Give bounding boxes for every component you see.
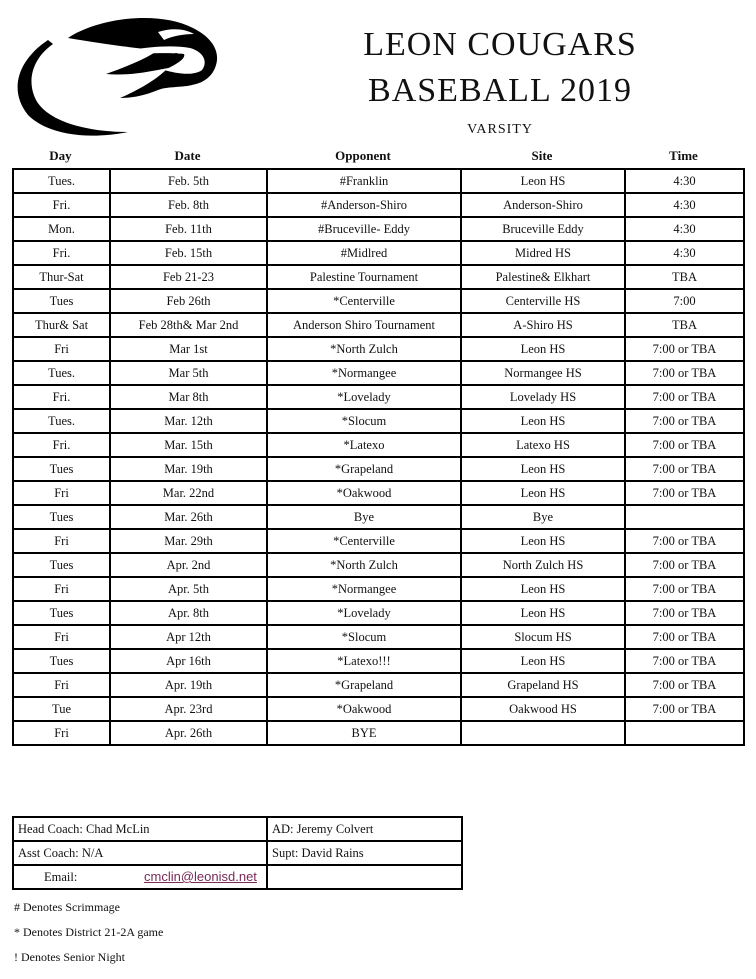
cougar-logo-icon: [8, 10, 222, 140]
schedule-row: [13, 721, 744, 745]
schedule-row: [13, 673, 744, 697]
cell-opponent: *North Zulch: [267, 337, 461, 361]
schedule-row: [13, 361, 744, 385]
cell-opponent: *Grapeland: [267, 673, 461, 697]
cell-day: Tues: [13, 553, 110, 577]
cell-site: Leon HS: [461, 337, 625, 361]
cell-date: Apr. 2nd: [110, 553, 267, 577]
cell-day: Fri: [13, 721, 110, 745]
column-header-opponent: Opponent: [335, 148, 391, 163]
cell-time: 7:00 or TBA: [625, 601, 744, 625]
cell-date: Apr 16th: [110, 649, 267, 673]
cell-day: Fri: [13, 529, 110, 553]
cell-opponent: #Bruceville- Eddy: [267, 217, 461, 241]
cell-opponent: *Grapeland: [267, 457, 461, 481]
cell-opponent: Palestine Tournament: [267, 265, 461, 289]
schedule-row: [13, 649, 744, 673]
cell-site: A-Shiro HS: [461, 313, 625, 337]
cell-day: Tues: [13, 457, 110, 481]
schedule-row: [13, 529, 744, 553]
schedule-row: [13, 697, 744, 721]
cell-site: Bruceville Eddy: [461, 217, 625, 241]
cell-day: Fri: [13, 625, 110, 649]
cell-site: Leon HS: [461, 481, 625, 505]
cell-day: Tues: [13, 289, 110, 313]
cell-date: Feb. 11th: [110, 217, 267, 241]
cell-time: [625, 721, 744, 745]
schedule-row: [13, 625, 744, 649]
schedule-row: [13, 265, 744, 289]
cell-date: Apr. 5th: [110, 577, 267, 601]
cell-time: 7:00 or TBA: [625, 409, 744, 433]
column-header-day: Day: [49, 148, 72, 163]
schedule-row: [13, 241, 744, 265]
schedule-table: [12, 168, 745, 746]
cell-date: Mar 5th: [110, 361, 267, 385]
schedule-row: [13, 289, 744, 313]
cell-site: Lovelady HS: [461, 385, 625, 409]
cell-site: Leon HS: [461, 409, 625, 433]
cell-opponent: *Centerville: [267, 289, 461, 313]
schedule-row: [13, 385, 744, 409]
schedule-row: [13, 505, 744, 529]
cell-date: Feb. 15th: [110, 241, 267, 265]
cell-site: Grapeland HS: [461, 673, 625, 697]
cell-time: 7:00 or TBA: [625, 649, 744, 673]
cell-day: Tues: [13, 649, 110, 673]
cell-time: 7:00 or TBA: [625, 553, 744, 577]
email-label: Email:: [44, 870, 78, 884]
cell-date: Mar. 22nd: [110, 481, 267, 505]
cell-opponent: Bye: [267, 505, 461, 529]
cell-day: Fri.: [13, 433, 110, 457]
cell-date: Feb 26th: [110, 289, 267, 313]
cell-site: Bye: [461, 505, 625, 529]
column-header-date: Date: [174, 148, 201, 163]
cell-site: Palestine& Elkhart: [461, 265, 625, 289]
cell-date: Apr. 19th: [110, 673, 267, 697]
cell-day: Thur-Sat: [13, 265, 110, 289]
schedule-row: [13, 169, 744, 193]
cell-time: 7:00 or TBA: [625, 697, 744, 721]
cell-site: Centerville HS: [461, 289, 625, 313]
cell-site: Anderson-Shiro: [461, 193, 625, 217]
cell-site: Slocum HS: [461, 625, 625, 649]
cell-date: Mar. 12th: [110, 409, 267, 433]
cell-date: Mar. 29th: [110, 529, 267, 553]
cell-opponent: *Normangee: [267, 577, 461, 601]
cell-site: Oakwood HS: [461, 697, 625, 721]
note-scrimmage: # Denotes Scrimmage: [14, 900, 120, 914]
cell-site: Leon HS: [461, 169, 625, 193]
athletic-director: AD: Jeremy Colvert: [267, 817, 462, 841]
cell-date: Feb. 5th: [110, 169, 267, 193]
schedule-row: [13, 553, 744, 577]
cell-opponent: #Anderson-Shiro: [267, 193, 461, 217]
schedule-row: [13, 337, 744, 361]
cell-time: 7:00 or TBA: [625, 337, 744, 361]
schedule-row: [13, 193, 744, 217]
empty-cell: [267, 865, 462, 889]
cell-day: Fri: [13, 481, 110, 505]
schedule-row: [13, 217, 744, 241]
cell-site: Leon HS: [461, 577, 625, 601]
cell-opponent: *Slocum: [267, 625, 461, 649]
staff-info-table: [12, 816, 463, 890]
cell-day: Mon.: [13, 217, 110, 241]
cell-day: Fri.: [13, 241, 110, 265]
note-district: * Denotes District 21-2A game: [14, 925, 164, 939]
cell-site: [461, 721, 625, 745]
cell-day: Tue: [13, 697, 110, 721]
cell-day: Fri: [13, 337, 110, 361]
page-title-line2: BASEBALL 2019: [368, 72, 632, 109]
cell-time: 4:30: [625, 193, 744, 217]
cell-date: Feb. 8th: [110, 193, 267, 217]
cell-day: Thur& Sat: [13, 313, 110, 337]
cell-time: [625, 505, 744, 529]
note-senior-night: ! Denotes Senior Night: [14, 950, 125, 964]
cell-time: 7:00 or TBA: [625, 577, 744, 601]
head-coach: Head Coach: Chad McLin: [13, 817, 267, 841]
cell-date: Mar. 26th: [110, 505, 267, 529]
cell-time: 7:00 or TBA: [625, 673, 744, 697]
cell-time: 7:00 or TBA: [625, 457, 744, 481]
cell-date: Mar. 15th: [110, 433, 267, 457]
cell-day: Fri: [13, 673, 110, 697]
cell-day: Tues.: [13, 169, 110, 193]
cell-date: Apr. 23rd: [110, 697, 267, 721]
cell-date: Feb 28th& Mar 2nd: [110, 313, 267, 337]
cell-time: 7:00 or TBA: [625, 385, 744, 409]
team-level-label: VARSITY: [467, 122, 533, 137]
superintendent: Supt: David Rains: [267, 841, 462, 865]
cell-opponent: *Normangee: [267, 361, 461, 385]
cell-time: 4:30: [625, 169, 744, 193]
cell-site: Leon HS: [461, 649, 625, 673]
cell-opponent: *Oakwood: [267, 697, 461, 721]
schedule-row: [13, 577, 744, 601]
schedule-row: [13, 313, 744, 337]
schedule-row: [13, 457, 744, 481]
cell-site: Normangee HS: [461, 361, 625, 385]
cell-time: 7:00: [625, 289, 744, 313]
cell-time: 4:30: [625, 217, 744, 241]
cell-time: 7:00 or TBA: [625, 481, 744, 505]
cell-opponent: Anderson Shiro Tournament: [267, 313, 461, 337]
email-link[interactable]: cmclin@leonisd.net: [144, 869, 257, 884]
cell-time: TBA: [625, 265, 744, 289]
cell-opponent: *Centerville: [267, 529, 461, 553]
cell-time: 7:00 or TBA: [625, 433, 744, 457]
schedule-row: [13, 409, 744, 433]
cell-day: Fri: [13, 577, 110, 601]
cell-date: Apr 12th: [110, 625, 267, 649]
cell-opponent: #Midlred: [267, 241, 461, 265]
cell-day: Tues.: [13, 409, 110, 433]
cell-time: 7:00 or TBA: [625, 625, 744, 649]
cell-day: Fri.: [13, 193, 110, 217]
cell-time: 7:00 or TBA: [625, 361, 744, 385]
cell-opponent: *North Zulch: [267, 553, 461, 577]
cell-site: North Zulch HS: [461, 553, 625, 577]
cell-opponent: *Latexo: [267, 433, 461, 457]
cell-time: TBA: [625, 313, 744, 337]
cell-opponent: *Slocum: [267, 409, 461, 433]
schedule-row: [13, 433, 744, 457]
cell-time: 7:00 or TBA: [625, 529, 744, 553]
schedule-row: [13, 601, 744, 625]
assistant-coach: Asst Coach: N/A: [13, 841, 267, 865]
cell-time: 4:30: [625, 241, 744, 265]
page-title-line1: LEON COUGARS: [363, 26, 637, 63]
cell-opponent: *Lovelady: [267, 601, 461, 625]
cell-opponent: #Franklin: [267, 169, 461, 193]
cell-day: Fri.: [13, 385, 110, 409]
cell-date: Apr. 26th: [110, 721, 267, 745]
cell-date: Feb 21-23: [110, 265, 267, 289]
cell-date: Mar 1st: [110, 337, 267, 361]
cell-opponent: *Latexo!!!: [267, 649, 461, 673]
column-header-site: Site: [531, 148, 553, 163]
column-header-time: Time: [669, 148, 698, 163]
cell-day: Tues: [13, 505, 110, 529]
cell-day: Tues.: [13, 361, 110, 385]
cell-site: Midred HS: [461, 241, 625, 265]
cell-site: Latexo HS: [461, 433, 625, 457]
schedule-row: [13, 481, 744, 505]
cell-site: Leon HS: [461, 457, 625, 481]
cell-opponent: *Oakwood: [267, 481, 461, 505]
cell-date: Mar. 19th: [110, 457, 267, 481]
cell-opponent: *Lovelady: [267, 385, 461, 409]
cell-date: Mar 8th: [110, 385, 267, 409]
cell-day: Tues: [13, 601, 110, 625]
cell-site: Leon HS: [461, 529, 625, 553]
cell-date: Apr. 8th: [110, 601, 267, 625]
cell-opponent: BYE: [267, 721, 461, 745]
cell-site: Leon HS: [461, 601, 625, 625]
